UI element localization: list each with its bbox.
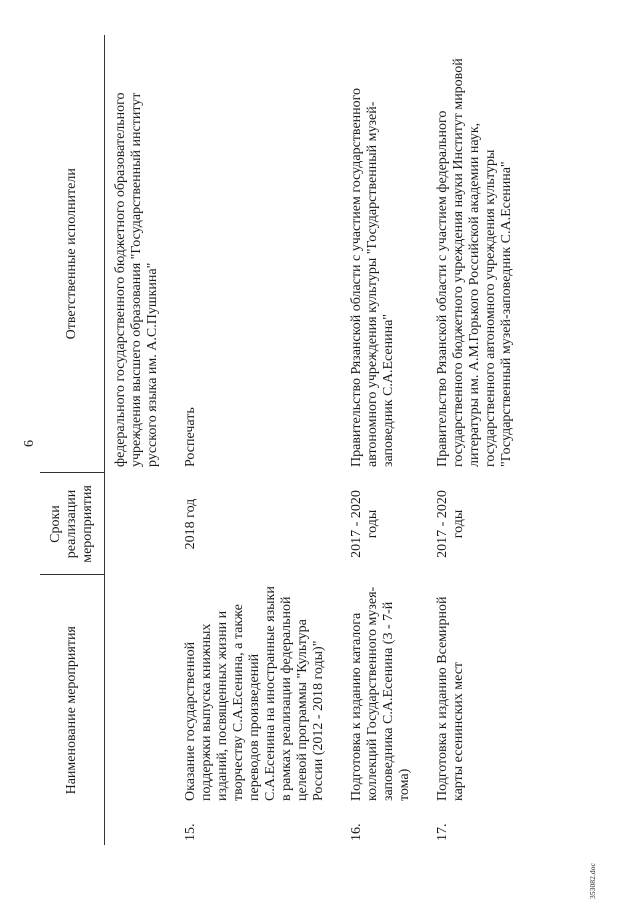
page-number: 6 [22, 440, 37, 447]
table-row [175, 35, 341, 845]
table-row [427, 35, 529, 845]
cell-exec: Роспечать [183, 407, 198, 467]
table-row-continuation [105, 35, 176, 845]
table-header-row [40, 35, 105, 845]
file-name-footer: 353082.doc [588, 863, 597, 899]
cell-num: 16. [349, 823, 364, 841]
cell-name: Подготовка к изданию Всемирной карты есенинских мест [435, 596, 466, 801]
header-name: Наименование мероприятия [40, 575, 105, 845]
cell-term: 2017 - 2020 годы [435, 490, 466, 558]
cell-name: Подготовка к изданию каталога коллекций Государственного музея-заповедника С.А.Есенина (3 - 7-й тома) [349, 586, 412, 801]
cell-name: Оказание государственной поддержки выпуска книжных изданий, посвященных жизни и творчеству С.А.Есенина, а также переводов произведений С.А.Есенина на иностранные языки в рамках реализации федеральной целевой программы "Культура России (2012 - 2018 годы)" [183, 586, 326, 801]
events-table [40, 35, 529, 845]
header-exec: Ответственные исполнители [40, 35, 105, 473]
cell-term: 2018 год [183, 498, 198, 550]
cell-exec: Правительство Рязанской области с участием государственного автономного учреждения культуры "Государственный музей-заповедник С.А.Есенина" [349, 87, 396, 467]
cell-num: 17. [435, 823, 450, 841]
cell-num: 15. [183, 823, 198, 841]
cell-term: 2017 - 2020 годы [349, 490, 380, 558]
table-row [341, 35, 427, 845]
cell-exec-continuation: федерального государственного бюджетного образовательного учреждения высшего образования "Государственный институт русского языка им. А.С.Пушкина" [113, 92, 160, 467]
cell-exec: Правительство Рязанской области с участием федерального государственного бюджетного учреждения науки Институт мировой литературы им. А.М.Горького Российской академии наук, государственного автономного учреждения культуры "Государственный музей-заповедник С.А.Есенина" [435, 58, 514, 467]
header-term: Сроки реализации мероприятия [40, 473, 105, 575]
